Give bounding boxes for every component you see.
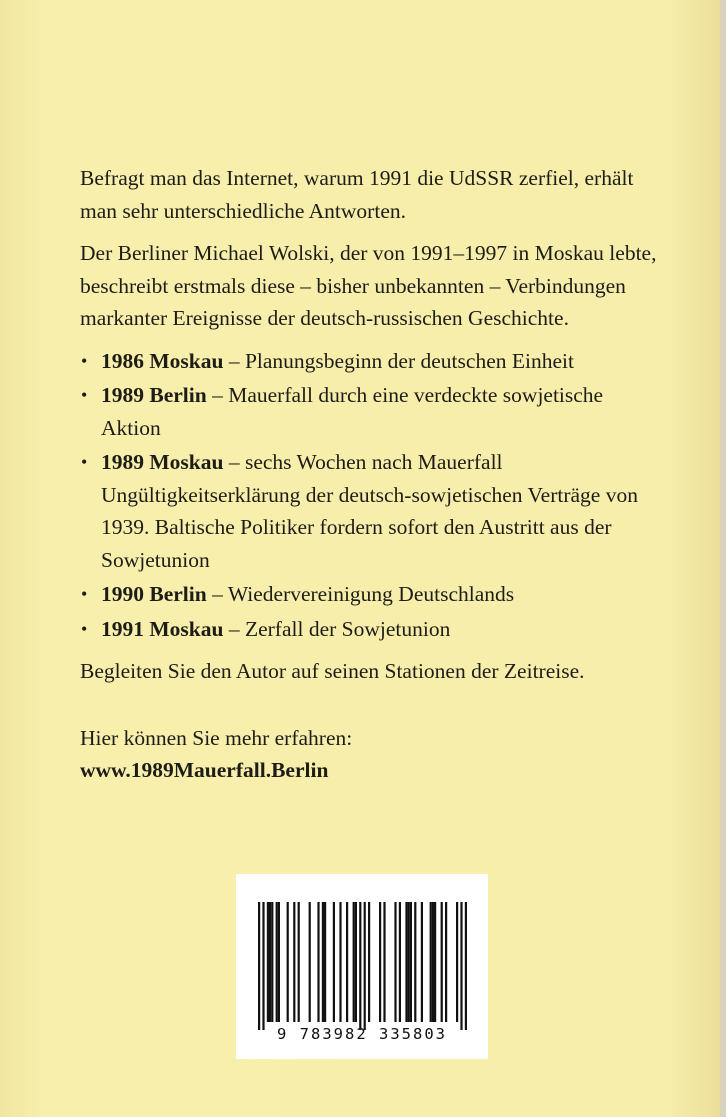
event-text: – Mauerfall durch eine verdeckte sowjetische Aktion	[101, 383, 604, 440]
blurb	[80, 162, 660, 787]
bullet-icon: •	[81, 584, 88, 604]
barcode-bar	[298, 902, 300, 1022]
intro-paragraph-1: Befragt man das Internet, warum 1991 die UdSSR zerfiel, erhält man sehr unterschiedliche Antworten.	[80, 166, 634, 223]
barcode-bar	[399, 902, 401, 1022]
barcode-bar	[262, 902, 264, 1030]
barcode-bar	[432, 902, 434, 1022]
barcode-bar	[405, 902, 407, 1022]
website-link[interactable]: www.1989Mauerfall.Berlin	[80, 758, 329, 782]
event-item	[80, 345, 660, 378]
barcode-bar	[346, 902, 348, 1022]
barcode-bar	[421, 902, 423, 1022]
barcode-bar	[309, 902, 311, 1022]
barcode-bar	[317, 902, 319, 1022]
barcode-bar	[379, 902, 381, 1022]
event-key: 1989 Berlin	[101, 383, 207, 407]
barcode-bar	[353, 902, 355, 1022]
event-item	[80, 446, 660, 576]
barcode-bar	[414, 902, 416, 1022]
bullet-icon: •	[81, 350, 88, 371]
barcode-bar	[333, 902, 335, 1022]
barcode-bar	[364, 902, 366, 1030]
barcode-bar	[271, 902, 273, 1022]
event-text: – Zerfall der Sowjetunion	[223, 616, 451, 641]
event-text: – sechs Wochen nach Mauerfall Ungültigkeitserklärung der deutsch-sowjetischen Verträge von 1939. Baltische Politiker fordern sofort den Austritt aus der Sowjetunion	[101, 450, 638, 572]
bullet-icon: •	[81, 618, 88, 639]
barcode-bar	[278, 902, 280, 1022]
barcode-bar	[445, 902, 447, 1022]
event-text: – Wiedervereinigung Deutschlands	[206, 582, 515, 606]
barcode-bar	[368, 902, 370, 1022]
barcode-bar	[287, 902, 289, 1022]
barcode-bar	[258, 902, 260, 1030]
intro-paragraph-2: Der Berliner Michael Wolski, der von 1991–1997 in Moskau lebte, beschreibt erstmals diese – bisher unbekannten – Verbindungen markanter Ereignisse der deutsch-russischen Geschichte.	[80, 241, 657, 330]
barcode-bar	[293, 902, 295, 1022]
barcode-bar	[339, 902, 341, 1022]
event-key: 1986 Moskau	[101, 348, 224, 373]
barcode-bar	[410, 902, 412, 1022]
event-key: 1990 Berlin	[101, 582, 207, 606]
event-item	[80, 379, 660, 444]
barcode-bar	[465, 902, 467, 1030]
barcode-bar	[430, 902, 432, 1022]
more-info-label: Hier können Sie mehr erfahren:	[80, 725, 353, 750]
isbn-barcode	[236, 874, 488, 1059]
event-item	[80, 578, 660, 611]
event-list	[80, 345, 660, 646]
isbn-digits: 9 783982 335803	[277, 1025, 447, 1043]
event-key: 1989 Moskau	[101, 450, 224, 474]
bullet-icon: •	[81, 385, 88, 405]
event-item	[80, 613, 660, 646]
bullet-icon: •	[81, 452, 88, 472]
barcode-bar	[456, 902, 458, 1022]
barcode-bar	[460, 902, 462, 1030]
barcode-bar	[383, 902, 385, 1022]
barcode-bar	[269, 902, 271, 1022]
barcode-bar	[322, 902, 324, 1022]
barcode-bar	[276, 902, 278, 1022]
barcode-bar	[355, 902, 357, 1022]
barcode-bar	[324, 902, 326, 1022]
barcode-bar	[408, 902, 410, 1022]
barcode-bar	[359, 902, 361, 1030]
event-key: 1991 Moskau	[101, 616, 224, 641]
barcode-bar	[394, 902, 396, 1022]
barcode-bar	[434, 902, 436, 1022]
barcode-bar	[267, 902, 269, 1022]
event-text: – Planungsbeginn der deutschen Einheit	[223, 348, 574, 373]
closing-paragraph: Begleiten Sie den Autor auf seinen Stationen der Zeitreise.	[80, 659, 585, 683]
barcode-bar	[441, 902, 443, 1022]
